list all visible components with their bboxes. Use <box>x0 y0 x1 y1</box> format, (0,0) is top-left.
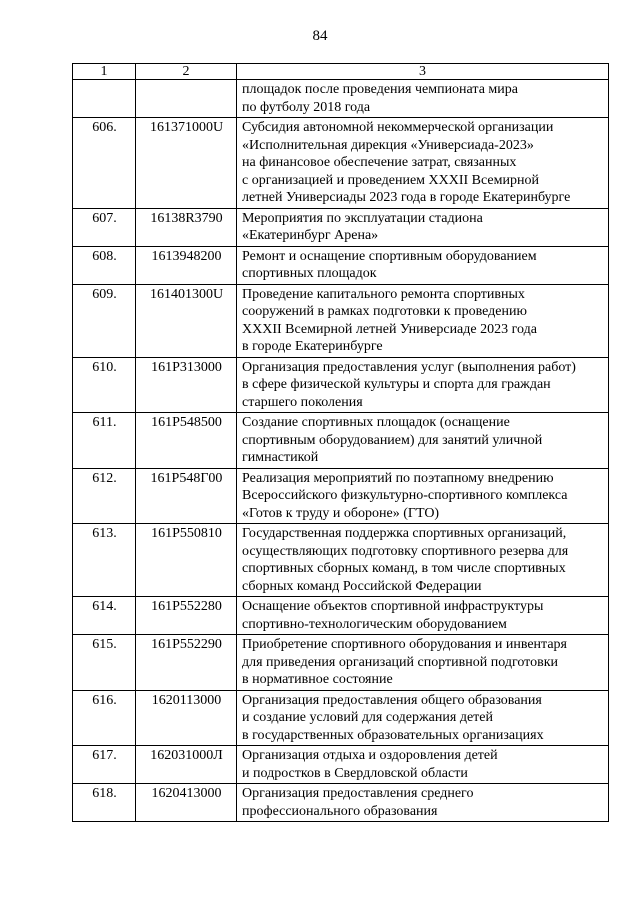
row-code: 162031000Л <box>136 746 237 784</box>
table-row <box>73 118 609 209</box>
row-code: 161P548500 <box>136 413 237 469</box>
table-row <box>73 284 609 357</box>
row-description: Организация предоставления услуг (выполнения работ) в сфере физической культуры и спорта для граждан старшего поколения <box>237 357 609 413</box>
page-number: 84 <box>312 28 328 44</box>
row-number: 613. <box>73 524 136 597</box>
continuation-num-cell <box>73 80 136 118</box>
row-code: 1613948200 <box>136 246 237 284</box>
column-header-1: 1 <box>73 64 136 80</box>
table-row <box>73 208 609 246</box>
row-code: 16138R3790 <box>136 208 237 246</box>
row-description: Оснащение объектов спортивной инфраструктуры спортивно-технологическим оборудованием <box>237 597 609 635</box>
column-header-3: 3 <box>237 64 609 80</box>
row-number: 617. <box>73 746 136 784</box>
column-header-2: 2 <box>136 64 237 80</box>
table-row <box>73 468 609 524</box>
row-number: 607. <box>73 208 136 246</box>
row-number: 609. <box>73 284 136 357</box>
table-row <box>73 784 609 822</box>
row-description: Субсидия автономной некоммерческой организации «Исполнительная дирекция «Универсиада-2023» на финансовое обеспечение затрат, связанных с организацией и проведением XXXII Всемирной летней Универсиады 2023 года в городе Екатеринбурге <box>237 118 609 209</box>
row-description: Государственная поддержка спортивных организаций, осуществляющих подготовку спортивного резерва для спортивных сборных команд, в том числе спортивных сборных команд Российской Федерации <box>237 524 609 597</box>
row-code: 161P548Г00 <box>136 468 237 524</box>
table-row <box>73 690 609 746</box>
table-row <box>73 746 609 784</box>
row-number: 606. <box>73 118 136 209</box>
table-body <box>73 80 609 822</box>
row-code: 161P313000 <box>136 357 237 413</box>
row-description: Ремонт и оснащение спортивным оборудованием спортивных площадок <box>237 246 609 284</box>
row-number: 614. <box>73 597 136 635</box>
row-number: 612. <box>73 468 136 524</box>
table-header-row <box>73 64 609 80</box>
row-number: 618. <box>73 784 136 822</box>
row-code: 1620413000 <box>136 784 237 822</box>
continuation-code-cell <box>136 80 237 118</box>
row-description: Создание спортивных площадок (оснащение спортивным оборудованием) для занятий уличной гимнастикой <box>237 413 609 469</box>
row-code: 161P552290 <box>136 635 237 691</box>
row-number: 610. <box>73 357 136 413</box>
row-number: 615. <box>73 635 136 691</box>
row-number: 616. <box>73 690 136 746</box>
budget-classification-table <box>72 63 609 822</box>
table-row <box>73 635 609 691</box>
row-description: Проведение капитального ремонта спортивных сооружений в рамках подготовки к проведению XXXII Всемирной летней Универсиаде 2023 года в городе Екатеринбурге <box>237 284 609 357</box>
table-row <box>73 246 609 284</box>
table-row <box>73 357 609 413</box>
table-row <box>73 524 609 597</box>
row-description: Приобретение спортивного оборудования и инвентаря для приведения организаций спортивной подготовки в нормативное состояние <box>237 635 609 691</box>
row-description: Организация предоставления среднего профессионального образования <box>237 784 609 822</box>
continuation-text: площадок после проведения чемпионата мира по футболу 2018 года <box>237 80 609 118</box>
row-description: Мероприятия по эксплуатации стадиона «Екатеринбург Арена» <box>237 208 609 246</box>
row-description: Реализация мероприятий по поэтапному внедрению Всероссийского физкультурно-спортивного комплекса «Готов к труду и обороне» (ГТО) <box>237 468 609 524</box>
row-code: 161P550810 <box>136 524 237 597</box>
continuation-row <box>73 80 609 118</box>
row-code: 161P552280 <box>136 597 237 635</box>
table-row <box>73 413 609 469</box>
row-code: 161401300U <box>136 284 237 357</box>
table-row <box>73 597 609 635</box>
row-code: 161371000U <box>136 118 237 209</box>
row-number: 608. <box>73 246 136 284</box>
row-description: Организация отдыха и оздоровления детей и подростков в Свердловской области <box>237 746 609 784</box>
row-number: 611. <box>73 413 136 469</box>
row-code: 1620113000 <box>136 690 237 746</box>
row-description: Организация предоставления общего образования и создание условий для содержания детей в государственных образовательных организациях <box>237 690 609 746</box>
